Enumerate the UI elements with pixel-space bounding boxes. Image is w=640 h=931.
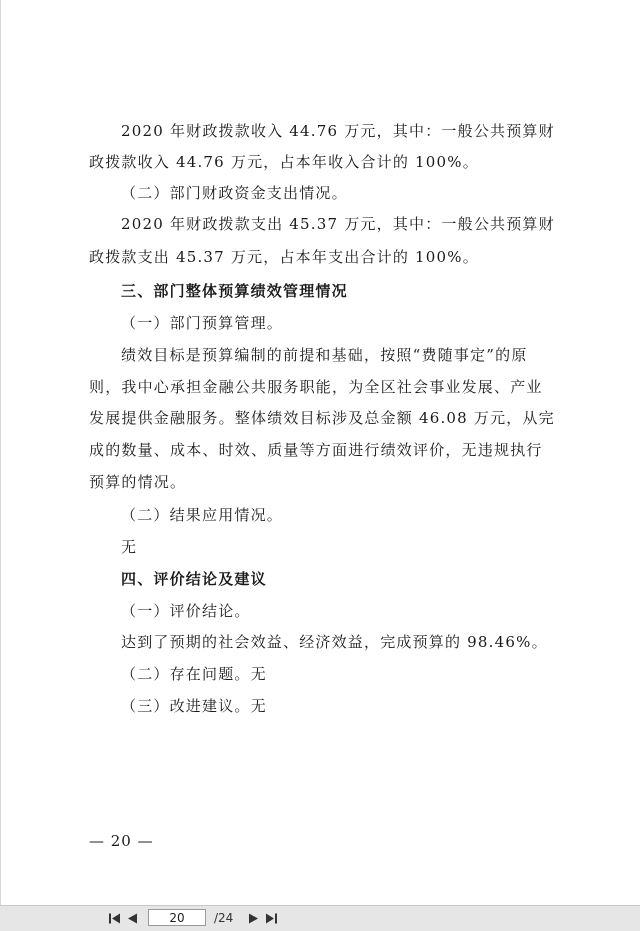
section-heading: 三、部门整体预算绩效管理情况 — [121, 282, 348, 300]
previous-page-icon[interactable] — [126, 912, 140, 925]
next-page-icon[interactable] — [246, 912, 260, 925]
paragraph-line: 达到了预期的社会效益、经济效益，完成预算的 98.46%。 — [121, 633, 548, 651]
paragraph-line: 2020 年财政拨款收入 44.76 万元，其中：一般公共预算财 — [121, 122, 555, 140]
subsection-heading: （一）评价结论。 — [121, 602, 251, 620]
paragraph-line: 2020 年财政拨款支出 45.37 万元，其中：一般公共预算财 — [121, 215, 555, 233]
last-page-icon[interactable] — [264, 912, 278, 925]
page-number-footer: — 20 — — [89, 832, 154, 850]
subsection-heading: （一）部门预算管理。 — [121, 314, 284, 332]
subsection-heading: （三）改进建议。无 — [121, 697, 267, 715]
section-heading: 四、评价结论及建议 — [121, 570, 267, 588]
subsection-heading: （二）结果应用情况。 — [121, 506, 284, 524]
paragraph-line: 发展提供金融服务。整体绩效目标涉及总金额 46.08 万元，从完 — [89, 409, 555, 427]
subsection-heading: （二）部门财政资金支出情况。 — [121, 184, 348, 202]
page-number-input[interactable] — [148, 909, 206, 926]
pdf-navigation-toolbar — [0, 905, 640, 931]
paragraph-line: 绩效目标是预算编制的前提和基础，按照“费随事定”的原 — [121, 346, 528, 364]
subsection-heading: （二）存在问题。无 — [121, 665, 267, 683]
paragraph-line: 政拨款收入 44.76 万元，占本年收入合计的 100%。 — [89, 153, 479, 171]
paragraph-line: 则，我中心承担金融公共服务职能，为全区社会事业发展、产业 — [89, 378, 543, 396]
total-pages-label: /24 — [214, 911, 234, 925]
paragraph-line: 政拨款支出 45.37 万元，占本年支出合计的 100%。 — [89, 248, 479, 266]
first-page-icon[interactable] — [108, 912, 122, 925]
paragraph-line: 成的数量、成本、时效、质量等方面进行绩效评价，无违规执行 — [89, 441, 543, 459]
paragraph-line: 无 — [121, 538, 138, 556]
paragraph-line: 预算的情况。 — [89, 473, 187, 491]
